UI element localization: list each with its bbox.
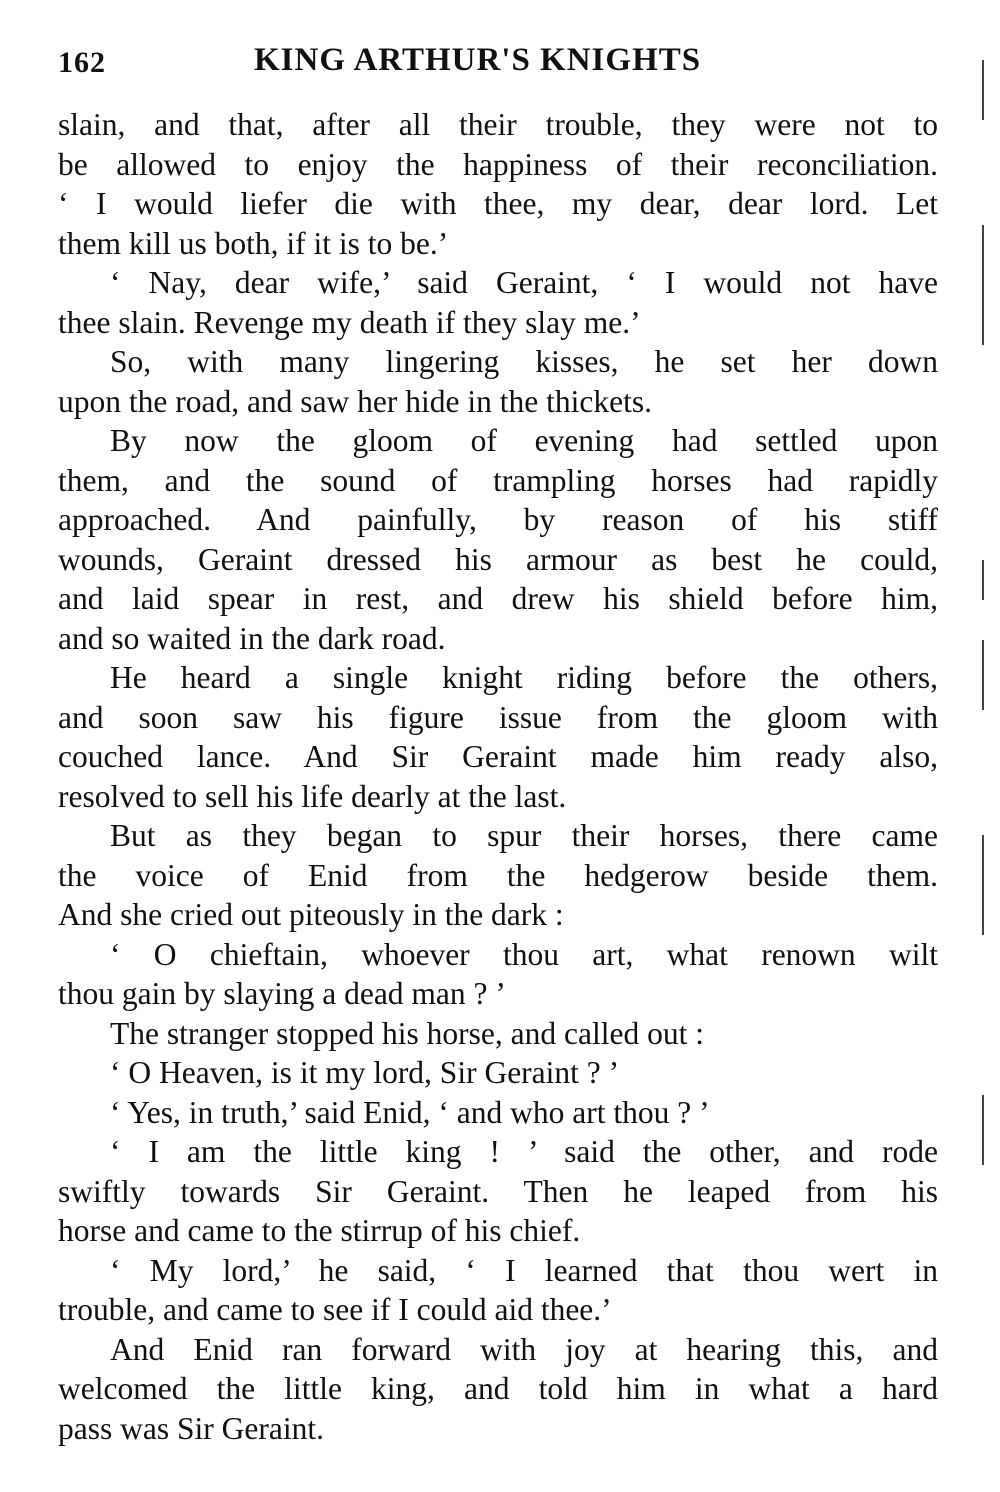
page-header <box>58 42 938 90</box>
text-line: ‘ Nay, dear wife,’ said Geraint, ‘ I would not have <box>110 265 938 300</box>
text-line: them, and the sound of trampling horses had rapidly <box>58 462 938 498</box>
text-line: slain, and that, after all their trouble, they were not to <box>58 107 938 142</box>
text-line: be allowed to enjoy the happiness of their reconciliation. <box>58 146 938 182</box>
text-line: and so waited in the dark road. <box>58 620 446 656</box>
text-line: ‘ I would liefer die with thee, my dear, dear lord. Let <box>58 186 938 221</box>
page-edge-mark <box>982 60 984 120</box>
page-edge-mark <box>982 560 984 600</box>
text-line: But as they began to spur their horses, there came <box>110 818 938 853</box>
text-line: upon the road, and saw her hide in the thickets. <box>58 383 652 419</box>
text-line: ‘ My lord,’ he said, ‘ I learned that thou wert in <box>110 1252 938 1288</box>
text-line: welcomed the little king, and told him in what a hard <box>58 1371 938 1406</box>
text-line: trouble, and came to see if I could aid thee.’ <box>58 1292 612 1327</box>
text-line: ‘ Yes, in truth,’ said Enid, ‘ and who art thou ? ’ <box>110 1094 710 1130</box>
text-line: The stranger stopped his horse, and called out : <box>110 1015 704 1051</box>
text-line: And she cried out piteously in the dark : <box>58 897 564 932</box>
text-line: ‘ O chieftain, whoever thou art, what renown wilt <box>110 936 938 972</box>
text-line: them kill us both, if it is to be.’ <box>58 225 449 261</box>
running-title: KING ARTHUR'S KNIGHTS <box>254 42 702 78</box>
text-line: and laid spear in rest, and drew his shield before him, <box>58 581 938 616</box>
body-text <box>58 105 938 1448</box>
page-edge-mark <box>982 1095 984 1165</box>
text-line: thee slain. Revenge my death if they slay me.’ <box>58 304 641 340</box>
text-line: pass was Sir Geraint. <box>58 1410 324 1446</box>
text-line: approached. And painfully, by reason of his stiff <box>58 502 938 537</box>
text-line: He heard a single knight riding before the others, <box>110 660 938 695</box>
text-line: ‘ I am the little king ! ’ said the other, and rode <box>110 1134 938 1169</box>
text-line: thou gain by slaying a dead man ? ’ <box>58 976 506 1011</box>
page-number: 162 <box>58 46 106 79</box>
page-edge-mark <box>982 225 984 345</box>
text-line: couched lance. And Sir Geraint made him ready also, <box>58 739 938 774</box>
page-edge-mark <box>982 835 984 935</box>
text-line: wounds, Geraint dressed his armour as best he could, <box>58 541 938 577</box>
text-line: swiftly towards Sir Geraint. Then he leaped from his <box>58 1173 938 1209</box>
text-line: horse and came to the stirrup of his chief. <box>58 1213 581 1248</box>
text-line: By now the gloom of evening had settled upon <box>110 423 938 458</box>
text-line: And Enid ran forward with joy at hearing this, and <box>110 1331 938 1367</box>
text-line: the voice of Enid from the hedgerow beside them. <box>58 857 938 893</box>
text-line: and soon saw his figure issue from the gloom with <box>58 699 938 735</box>
text-line: resolved to sell his life dearly at the last. <box>58 778 567 814</box>
page-edge-mark <box>982 640 984 710</box>
text-line: So, with many lingering kisses, he set her down <box>110 344 938 379</box>
text-line: ‘ O Heaven, is it my lord, Sir Geraint ? ’ <box>110 1055 620 1090</box>
